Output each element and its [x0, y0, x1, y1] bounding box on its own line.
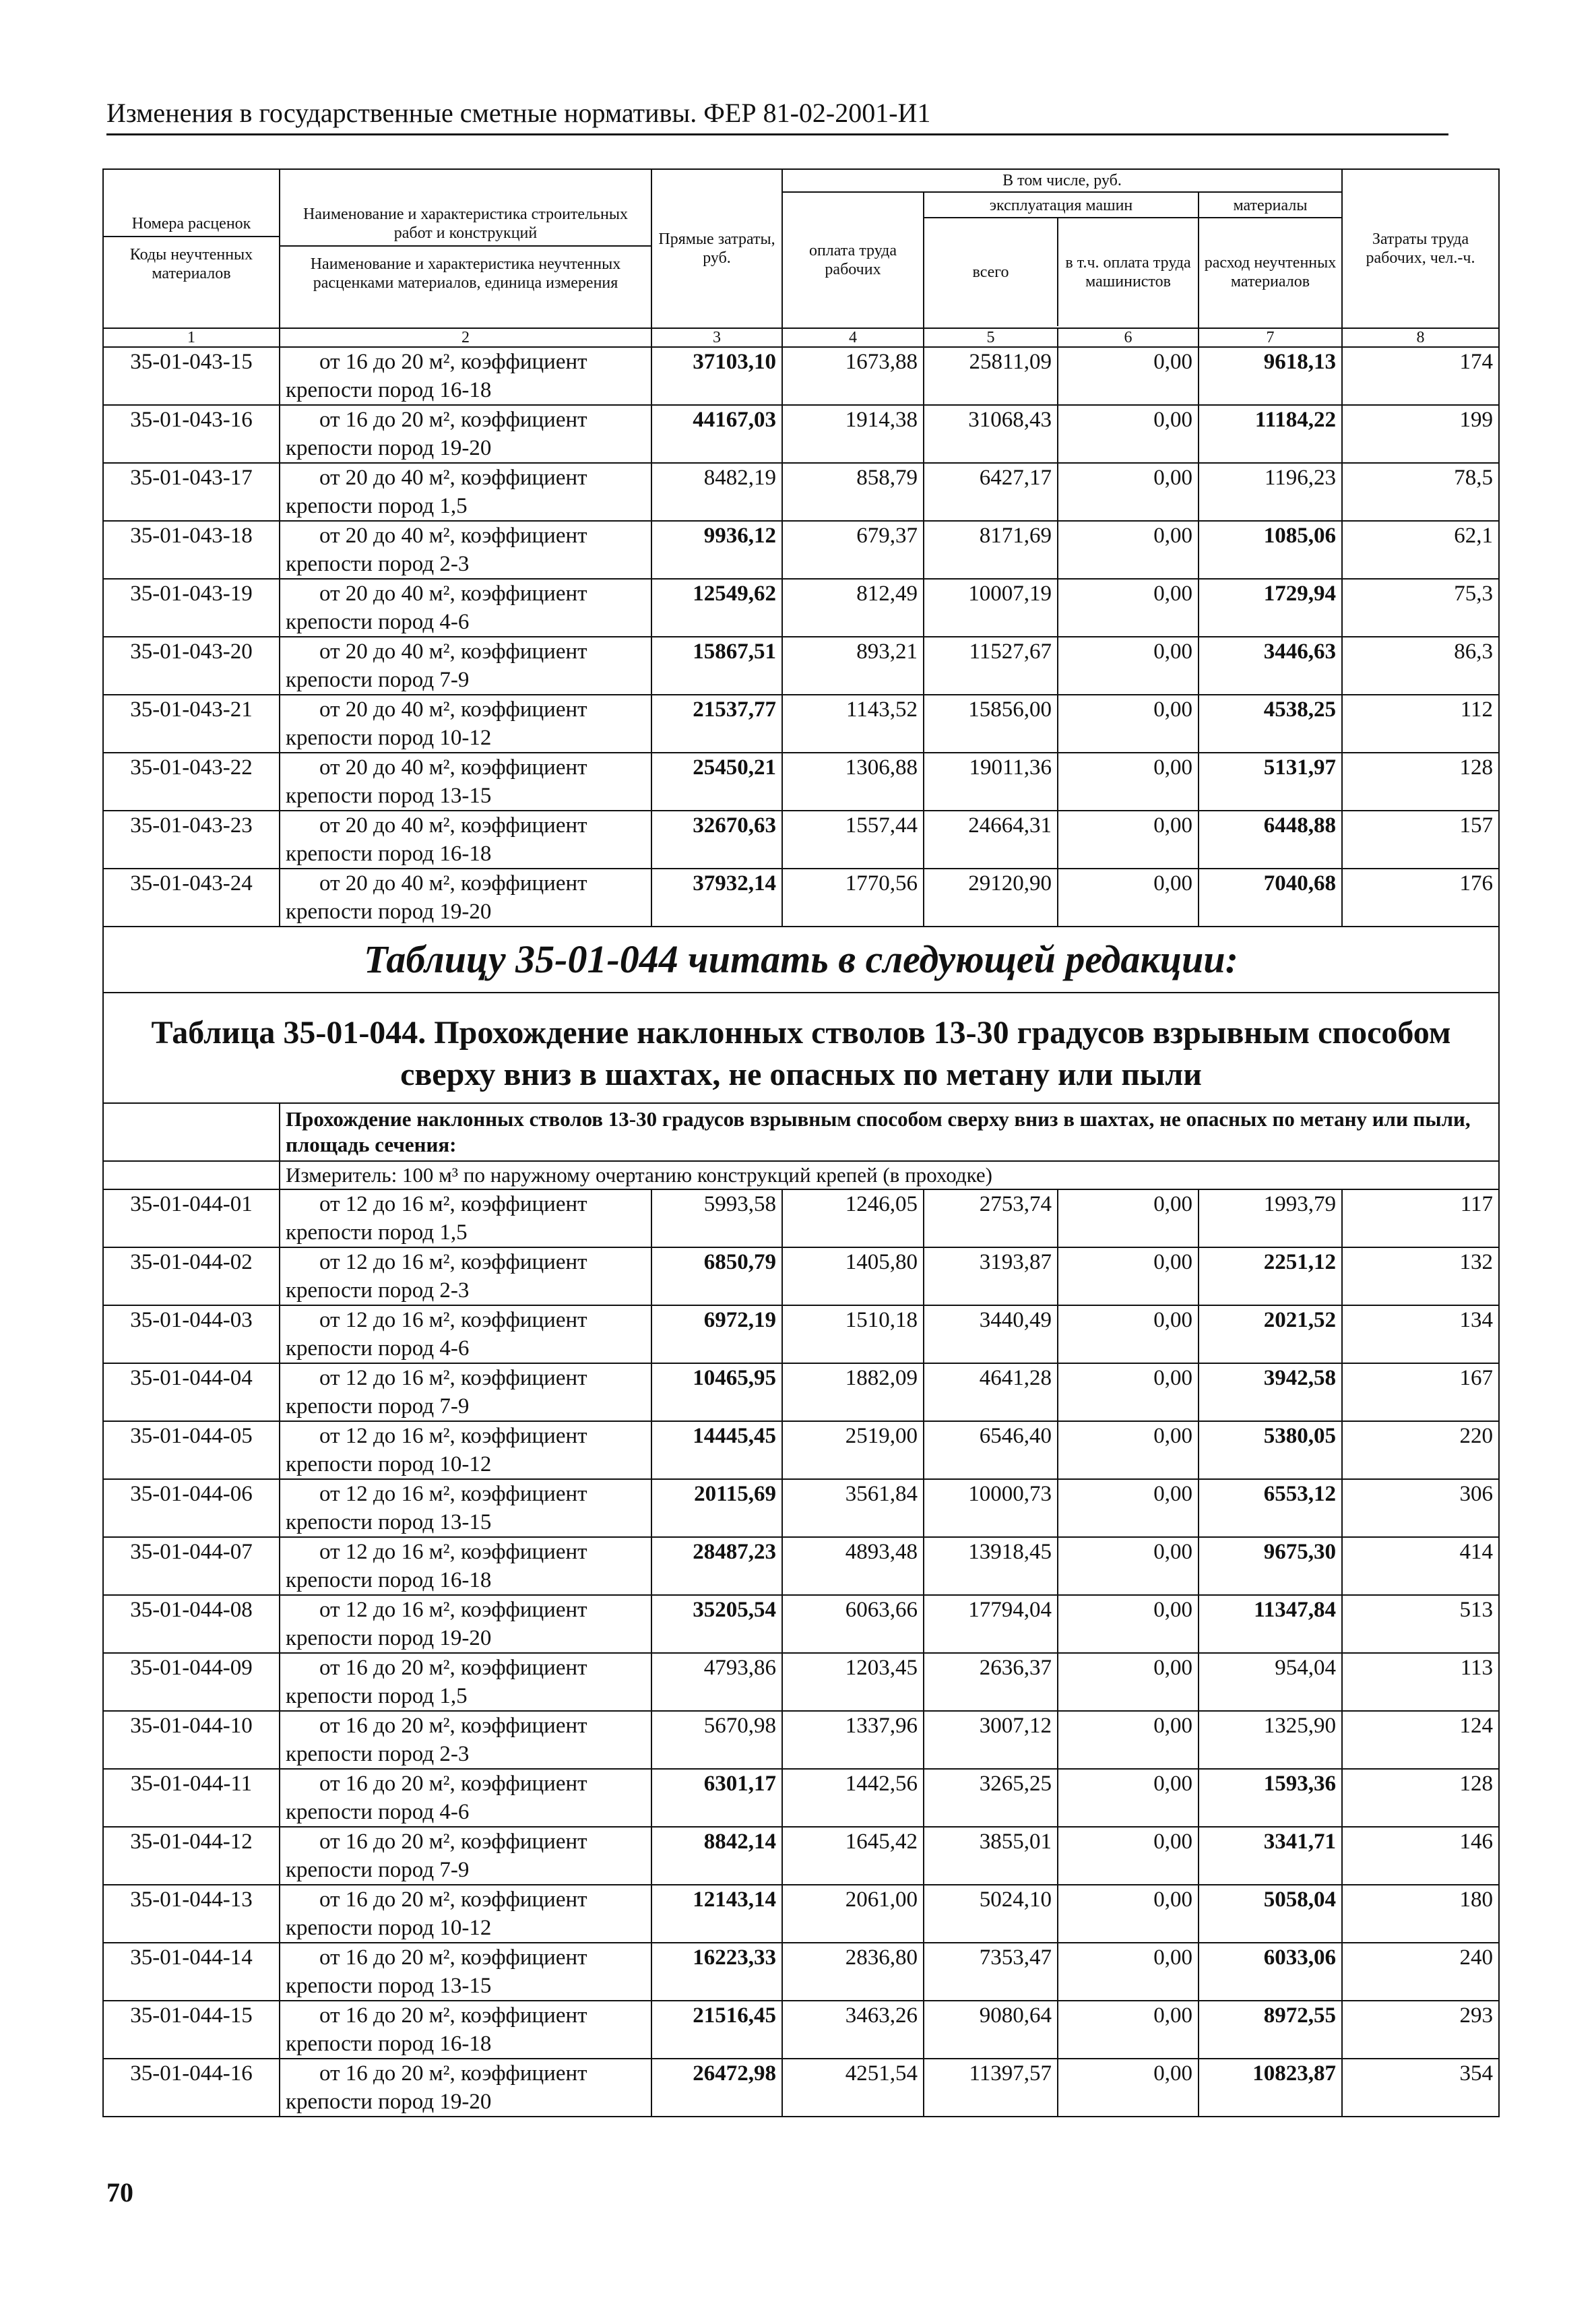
labor-cost: 240	[1342, 1943, 1499, 2001]
labor-cost: 134	[1342, 1305, 1499, 1363]
rate-name: от 16 до 20 м², коэффициент крепости пород 10-12	[280, 1885, 651, 1943]
rate-code: 35-01-043-16	[103, 405, 280, 463]
col8-header: Затраты труда рабочих, чел.-ч.	[1342, 169, 1499, 328]
table-row	[103, 1479, 1499, 1537]
table-row	[103, 1885, 1499, 1943]
materials-cost: 1325,90	[1199, 1711, 1342, 1769]
materials-cost: 2251,12	[1199, 1247, 1342, 1305]
labor-cost: 132	[1342, 1247, 1499, 1305]
table-row	[103, 579, 1499, 637]
table-row	[103, 637, 1499, 695]
direct-cost: 6850,79	[651, 1247, 782, 1305]
rate-name: от 20 до 40 м², коэффициент крепости пород 4-6	[280, 579, 651, 637]
worker-wage: 858,79	[782, 463, 924, 521]
rate-name: от 16 до 20 м², коэффициент крепости пород 1,5	[280, 1653, 651, 1711]
worker-wage: 1510,18	[782, 1305, 924, 1363]
labor-cost: 157	[1342, 811, 1499, 869]
labor-cost: 167	[1342, 1363, 1499, 1421]
materials-cost: 954,04	[1199, 1653, 1342, 1711]
table-row	[103, 1943, 1499, 2001]
worker-wage: 2061,00	[782, 1885, 924, 1943]
table-row	[103, 347, 1499, 405]
table-row	[103, 1769, 1499, 1827]
labor-cost: 62,1	[1342, 521, 1499, 579]
labor-cost: 75,3	[1342, 579, 1499, 637]
worker-wage: 1673,88	[782, 347, 924, 405]
rate-name: от 12 до 16 м², коэффициент крепости пород 16-18	[280, 1537, 651, 1595]
machine-cost: 19011,36	[924, 753, 1058, 811]
worker-wage: 812,49	[782, 579, 924, 637]
worker-wage: 2519,00	[782, 1421, 924, 1479]
rate-code: 35-01-044-10	[103, 1711, 280, 1769]
machinist-wage: 0,00	[1058, 463, 1199, 521]
direct-cost: 25450,21	[651, 753, 782, 811]
labor-cost: 86,3	[1342, 637, 1499, 695]
direct-cost: 12143,14	[651, 1885, 782, 1943]
table-title: Таблица 35-01-044. Прохождение наклонных стволов 13-30 градусов взрывным способом сверху вниз в шахтах, не опасных по метану или пыли	[103, 993, 1499, 1103]
rate-name: от 20 до 40 м², коэффициент крепости пород 13-15	[280, 753, 651, 811]
worker-wage: 1246,05	[782, 1189, 924, 1247]
table-row	[103, 753, 1499, 811]
labor-cost: 113	[1342, 1653, 1499, 1711]
machine-cost: 29120,90	[924, 869, 1058, 927]
page-number: 70	[106, 2177, 133, 2208]
direct-cost: 21516,45	[651, 2001, 782, 2059]
labor-cost: 293	[1342, 2001, 1499, 2059]
direct-cost: 32670,63	[651, 811, 782, 869]
worker-wage: 4251,54	[782, 2059, 924, 2117]
rate-name: от 16 до 20 м², коэффициент крепости пород 7-9	[280, 1827, 651, 1885]
rate-code: 35-01-044-03	[103, 1305, 280, 1363]
table-row	[103, 1189, 1499, 1247]
worker-wage: 1770,56	[782, 869, 924, 927]
machine-cost: 3855,01	[924, 1827, 1058, 1885]
rate-code: 35-01-043-19	[103, 579, 280, 637]
machinist-wage: 0,00	[1058, 1653, 1199, 1711]
labor-cost: 354	[1342, 2059, 1499, 2117]
materials-cost: 6448,88	[1199, 811, 1342, 869]
table-row	[103, 1537, 1499, 1595]
direct-cost: 15867,51	[651, 637, 782, 695]
rate-name: от 16 до 20 м², коэффициент крепости пород 2-3	[280, 1711, 651, 1769]
worker-wage: 2836,80	[782, 1943, 924, 2001]
rate-name: от 16 до 20 м², коэффициент крепости пород 19-20	[280, 2059, 651, 2117]
direct-cost: 28487,23	[651, 1537, 782, 1595]
table-row	[103, 1653, 1499, 1711]
direct-cost: 26472,98	[651, 2059, 782, 2117]
worker-wage: 679,37	[782, 521, 924, 579]
rate-code: 35-01-044-14	[103, 1943, 280, 2001]
machinist-wage: 0,00	[1058, 1421, 1199, 1479]
rate-name: от 20 до 40 м², коэффициент крепости пород 19-20	[280, 869, 651, 927]
table-row	[103, 2059, 1499, 2117]
direct-cost: 37932,14	[651, 869, 782, 927]
machinist-wage: 0,00	[1058, 1943, 1199, 2001]
direct-cost: 20115,69	[651, 1479, 782, 1537]
machine-cost: 9080,64	[924, 2001, 1058, 2059]
rate-code: 35-01-043-15	[103, 347, 280, 405]
labor-cost: 180	[1342, 1885, 1499, 1943]
table-row	[103, 1363, 1499, 1421]
materials-cost: 9675,30	[1199, 1537, 1342, 1595]
machinist-wage: 0,00	[1058, 1885, 1199, 1943]
materials-cost: 5380,05	[1199, 1421, 1342, 1479]
rate-code: 35-01-044-07	[103, 1537, 280, 1595]
machinist-wage: 0,00	[1058, 637, 1199, 695]
machine-cost: 2753,74	[924, 1189, 1058, 1247]
worker-wage: 1645,42	[782, 1827, 924, 1885]
worker-wage: 1882,09	[782, 1363, 924, 1421]
rate-name: от 20 до 40 м², коэффициент крепости пород 1,5	[280, 463, 651, 521]
rate-code: 35-01-044-13	[103, 1885, 280, 1943]
labor-cost: 513	[1342, 1595, 1499, 1653]
machine-cost: 6427,17	[924, 463, 1058, 521]
machinist-wage: 0,00	[1058, 753, 1199, 811]
machinist-wage: 0,00	[1058, 869, 1199, 927]
rate-code: 35-01-043-20	[103, 637, 280, 695]
worker-wage: 893,21	[782, 637, 924, 695]
machinist-wage: 0,00	[1058, 1305, 1199, 1363]
section-title: Прохождение наклонных стволов 13-30 градусов взрывным способом сверху вниз в шахтах, не опасных по метану или пыли, площадь сечения:	[280, 1103, 1499, 1161]
col3-header: Прямые затраты, руб.	[651, 169, 782, 328]
machine-cost: 25811,09	[924, 347, 1058, 405]
labor-cost: 220	[1342, 1421, 1499, 1479]
direct-cost: 21537,77	[651, 695, 782, 753]
worker-wage: 3463,26	[782, 2001, 924, 2059]
machinist-wage: 0,00	[1058, 1769, 1199, 1827]
materials-cost: 11347,84	[1199, 1595, 1342, 1653]
machines-header: эксплуатация машин всего в т.ч. оплата труда машинистов	[924, 192, 1199, 328]
column-number-row: 1 2 3 4 5 6 7 8	[103, 328, 1499, 347]
labor-cost: 146	[1342, 1827, 1499, 1885]
machine-cost: 8171,69	[924, 521, 1058, 579]
rate-code: 35-01-043-18	[103, 521, 280, 579]
materials-cost: 3446,63	[1199, 637, 1342, 695]
table-row	[103, 695, 1499, 753]
machinist-wage: 0,00	[1058, 1479, 1199, 1537]
direct-cost: 35205,54	[651, 1595, 782, 1653]
rate-code: 35-01-044-08	[103, 1595, 280, 1653]
empty-cell	[103, 1103, 280, 1161]
rate-code: 35-01-044-04	[103, 1363, 280, 1421]
materials-cost: 5131,97	[1199, 753, 1342, 811]
rate-code: 35-01-044-05	[103, 1421, 280, 1479]
rate-code: 35-01-044-02	[103, 1247, 280, 1305]
machinist-wage: 0,00	[1058, 1247, 1199, 1305]
rate-code: 35-01-044-16	[103, 2059, 280, 2117]
labor-cost: 306	[1342, 1479, 1499, 1537]
machine-cost: 3193,87	[924, 1247, 1058, 1305]
machine-cost: 13918,45	[924, 1537, 1058, 1595]
worker-wage: 1557,44	[782, 811, 924, 869]
worker-wage: 1306,88	[782, 753, 924, 811]
worker-wage: 1203,45	[782, 1653, 924, 1711]
machine-cost: 4641,28	[924, 1363, 1058, 1421]
rate-code: 35-01-044-15	[103, 2001, 280, 2059]
col1-header: Номера расценок Коды неучтенных материалов	[103, 169, 280, 328]
worker-wage: 1405,80	[782, 1247, 924, 1305]
rate-name: от 16 до 20 м², коэффициент крепости пород 16-18	[280, 2001, 651, 2059]
rate-name: от 16 до 20 м², коэффициент крепости пород 13-15	[280, 1943, 651, 2001]
labor-cost: 128	[1342, 1769, 1499, 1827]
rate-name: от 20 до 40 м², коэффициент крепости пород 7-9	[280, 637, 651, 695]
rate-code: 35-01-044-06	[103, 1479, 280, 1537]
labor-cost: 414	[1342, 1537, 1499, 1595]
rate-name: от 12 до 16 м², коэффициент крепости пород 7-9	[280, 1363, 651, 1421]
labor-cost: 128	[1342, 753, 1499, 811]
notice-banner: Таблицу 35-01-044 читать в следующей редакции:	[103, 927, 1499, 993]
rate-code: 35-01-043-23	[103, 811, 280, 869]
rate-name: от 20 до 40 м², коэффициент крепости пород 10-12	[280, 695, 651, 753]
table-row	[103, 1247, 1499, 1305]
machinist-wage: 0,00	[1058, 405, 1199, 463]
machinist-wage: 0,00	[1058, 811, 1199, 869]
table-row	[103, 521, 1499, 579]
labor-cost: 199	[1342, 405, 1499, 463]
page-header: Изменения в государственные сметные нормативы. ФЕР 81-02-2001-И1	[106, 96, 1448, 135]
materials-cost: 3942,58	[1199, 1363, 1342, 1421]
materials-cost: 1993,79	[1199, 1189, 1342, 1247]
materials-cost: 8972,55	[1199, 2001, 1342, 2059]
table-row	[103, 405, 1499, 463]
materials-cost: 5058,04	[1199, 1885, 1342, 1943]
machinist-wage: 0,00	[1058, 695, 1199, 753]
rate-code: 35-01-043-17	[103, 463, 280, 521]
machinist-wage: 0,00	[1058, 1595, 1199, 1653]
table-row	[103, 2001, 1499, 2059]
rate-code: 35-01-043-22	[103, 753, 280, 811]
worker-wage: 3561,84	[782, 1479, 924, 1537]
materials-cost: 1729,94	[1199, 579, 1342, 637]
worker-wage: 1143,52	[782, 695, 924, 753]
machine-cost: 3265,25	[924, 1769, 1058, 1827]
direct-cost: 16223,33	[651, 1943, 782, 2001]
machinist-wage: 0,00	[1058, 1827, 1199, 1885]
table-row	[103, 1421, 1499, 1479]
table-row	[103, 1827, 1499, 1885]
labor-cost: 174	[1342, 347, 1499, 405]
rate-name: от 20 до 40 м², коэффициент крепости пород 2-3	[280, 521, 651, 579]
machinist-wage: 0,00	[1058, 1711, 1199, 1769]
table-row	[103, 463, 1499, 521]
direct-cost: 6972,19	[651, 1305, 782, 1363]
rates-table	[102, 168, 1500, 2117]
rate-name: от 12 до 16 м², коэффициент крепости пород 2-3	[280, 1247, 651, 1305]
incl-header: В том числе, руб.	[782, 169, 1342, 192]
machine-cost: 5024,10	[924, 1885, 1058, 1943]
materials-cost: 3341,71	[1199, 1827, 1342, 1885]
worker-wage: 1914,38	[782, 405, 924, 463]
rate-name: от 12 до 16 м², коэффициент крепости пород 13-15	[280, 1479, 651, 1537]
machine-cost: 11527,67	[924, 637, 1058, 695]
rate-code: 35-01-044-12	[103, 1827, 280, 1885]
machinist-wage: 0,00	[1058, 579, 1199, 637]
measure-unit: Измеритель: 100 м³ по наружному очертанию конструкций крепей (в проходке)	[280, 1161, 1499, 1189]
direct-cost: 12549,62	[651, 579, 782, 637]
machinist-wage: 0,00	[1058, 1537, 1199, 1595]
direct-cost: 8842,14	[651, 1827, 782, 1885]
direct-cost: 44167,03	[651, 405, 782, 463]
labor-cost: 117	[1342, 1189, 1499, 1247]
direct-cost: 9936,12	[651, 521, 782, 579]
rate-name: от 16 до 20 м², коэффициент крепости пород 16-18	[280, 347, 651, 405]
rate-name: от 16 до 20 м², коэффициент крепости пород 4-6	[280, 1769, 651, 1827]
machine-cost: 3440,49	[924, 1305, 1058, 1363]
machine-cost: 24664,31	[924, 811, 1058, 869]
machine-cost: 10007,19	[924, 579, 1058, 637]
labor-cost: 112	[1342, 695, 1499, 753]
materials-cost: 1196,23	[1199, 463, 1342, 521]
materials-cost: 11184,22	[1199, 405, 1342, 463]
machine-cost: 31068,43	[924, 405, 1058, 463]
table-row	[103, 811, 1499, 869]
worker-wage: 1442,56	[782, 1769, 924, 1827]
materials-cost: 10823,87	[1199, 2059, 1342, 2117]
labor-cost: 78,5	[1342, 463, 1499, 521]
direct-cost: 5993,58	[651, 1189, 782, 1247]
machinist-wage: 0,00	[1058, 2001, 1199, 2059]
labor-cost: 124	[1342, 1711, 1499, 1769]
machine-cost: 17794,04	[924, 1595, 1058, 1653]
materials-cost: 1593,36	[1199, 1769, 1342, 1827]
worker-wage: 1337,96	[782, 1711, 924, 1769]
machinist-wage: 0,00	[1058, 1189, 1199, 1247]
worker-wage: 4893,48	[782, 1537, 924, 1595]
materials-cost: 9618,13	[1199, 347, 1342, 405]
rate-name: от 16 до 20 м², коэффициент крепости пород 19-20	[280, 405, 651, 463]
machine-cost: 11397,57	[924, 2059, 1058, 2117]
materials-cost: 1085,06	[1199, 521, 1342, 579]
machine-cost: 10000,73	[924, 1479, 1058, 1537]
machine-cost: 2636,37	[924, 1653, 1058, 1711]
machine-cost: 7353,47	[924, 1943, 1058, 2001]
machinist-wage: 0,00	[1058, 1363, 1199, 1421]
table-row	[103, 1305, 1499, 1363]
col4-header: оплата труда рабочих	[782, 192, 924, 328]
rate-code: 35-01-043-24	[103, 869, 280, 927]
direct-cost: 5670,98	[651, 1711, 782, 1769]
machinist-wage: 0,00	[1058, 521, 1199, 579]
materials-cost: 6553,12	[1199, 1479, 1342, 1537]
materials-cost: 4538,25	[1199, 695, 1342, 753]
machinist-wage: 0,00	[1058, 347, 1199, 405]
direct-cost: 37103,10	[651, 347, 782, 405]
rate-code: 35-01-044-01	[103, 1189, 280, 1247]
materials-cost: 6033,06	[1199, 1943, 1342, 2001]
materials-cost: 7040,68	[1199, 869, 1342, 927]
col2-header: Наименование и характеристика строительных работ и конструкций Наименование и характеристика неучтенных расценками материалов, единица измерения	[280, 169, 651, 328]
rate-name: от 20 до 40 м², коэффициент крепости пород 16-18	[280, 811, 651, 869]
machine-cost: 15856,00	[924, 695, 1058, 753]
worker-wage: 6063,66	[782, 1595, 924, 1653]
machine-cost: 3007,12	[924, 1711, 1058, 1769]
rate-name: от 12 до 16 м², коэффициент крепости пород 4-6	[280, 1305, 651, 1363]
materials-header: материалы расход неучтенных материалов	[1199, 192, 1342, 328]
rate-name: от 12 до 16 м², коэффициент крепости пород 10-12	[280, 1421, 651, 1479]
direct-cost: 10465,95	[651, 1363, 782, 1421]
table-row	[103, 1711, 1499, 1769]
direct-cost: 8482,19	[651, 463, 782, 521]
direct-cost: 14445,45	[651, 1421, 782, 1479]
rate-name: от 12 до 16 м², коэффициент крепости пород 19-20	[280, 1595, 651, 1653]
direct-cost: 4793,86	[651, 1653, 782, 1711]
empty-cell	[103, 1161, 280, 1189]
rate-code: 35-01-044-09	[103, 1653, 280, 1711]
rate-name: от 12 до 16 м², коэффициент крепости пород 1,5	[280, 1189, 651, 1247]
table-row	[103, 869, 1499, 927]
table-row	[103, 1595, 1499, 1653]
header-row-1	[103, 169, 1499, 192]
direct-cost: 6301,17	[651, 1769, 782, 1827]
rate-code: 35-01-044-11	[103, 1769, 280, 1827]
materials-cost: 2021,52	[1199, 1305, 1342, 1363]
labor-cost: 176	[1342, 869, 1499, 927]
rate-code: 35-01-043-21	[103, 695, 280, 753]
machine-cost: 6546,40	[924, 1421, 1058, 1479]
machinist-wage: 0,00	[1058, 2059, 1199, 2117]
